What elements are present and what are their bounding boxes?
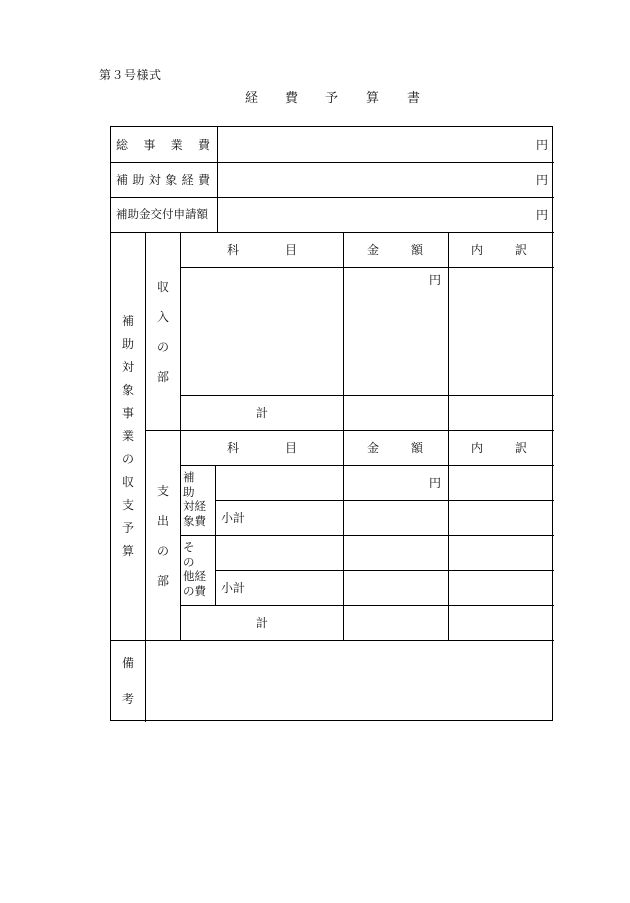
col-divider xyxy=(448,232,449,640)
income-amount-header: 金 額 xyxy=(367,243,423,257)
row-divider xyxy=(180,465,554,466)
row-divider xyxy=(180,605,554,606)
col-divider xyxy=(145,232,146,722)
row-divider xyxy=(180,395,554,396)
eligible-expense-group-label: 補 助 対経 象費 xyxy=(183,470,206,528)
form-number: 第３号様式 xyxy=(99,68,162,82)
title-char: 予 xyxy=(325,91,339,106)
col-divider xyxy=(180,232,181,640)
eligible-expense-yen: 円 xyxy=(429,476,442,490)
expense-amount-header: 金 額 xyxy=(367,441,423,455)
eligible-cost-label: 補 助 対 象 経 費 xyxy=(116,173,210,187)
expense-detail-header: 内 訳 xyxy=(471,441,527,455)
income-subject-header: 科 目 xyxy=(227,243,297,257)
income-amount-yen: 円 xyxy=(429,273,442,287)
row-divider xyxy=(111,232,554,233)
grant-request-yen: 円 xyxy=(536,208,549,222)
row-divider xyxy=(215,570,554,571)
title-char: 算 xyxy=(366,91,380,106)
budget-vertical-label: 補 助 対 象 事 業 の 収 支 予 算 xyxy=(121,314,134,558)
budget-form-table xyxy=(110,126,553,721)
title-char: 書 xyxy=(407,91,421,106)
other-expense-group-label: そ の 他経 の費 xyxy=(183,540,206,598)
row-divider xyxy=(215,500,554,501)
col-divider xyxy=(343,232,344,640)
income-total-label: 計 xyxy=(256,406,269,420)
income-detail-header: 内 訳 xyxy=(471,243,527,257)
income-section-label: 収 入 の 部 xyxy=(156,280,169,384)
row-divider xyxy=(180,535,554,536)
eligible-expense-subtotal-label: 小計 xyxy=(221,511,246,525)
remarks-label: 備 考 xyxy=(121,656,134,706)
grant-request-label: 補助金交付申請額 xyxy=(116,207,208,221)
expense-subject-header: 科 目 xyxy=(227,441,297,455)
expense-total-label: 計 xyxy=(256,616,269,630)
col-divider xyxy=(217,127,218,232)
row-divider xyxy=(180,267,554,268)
row-divider xyxy=(111,162,554,163)
title-char: 経 xyxy=(245,91,259,106)
title-char: 費 xyxy=(285,91,299,106)
col-divider xyxy=(215,465,216,605)
row-divider xyxy=(111,640,554,641)
total-cost-label: 総 事 業 費 xyxy=(116,138,210,152)
expense-section-label: 支 出 の 部 xyxy=(156,484,169,588)
total-cost-yen: 円 xyxy=(536,138,549,152)
row-divider xyxy=(111,197,554,198)
eligible-cost-yen: 円 xyxy=(536,173,549,187)
other-expense-subtotal-label: 小計 xyxy=(221,581,246,595)
row-divider xyxy=(145,430,554,431)
